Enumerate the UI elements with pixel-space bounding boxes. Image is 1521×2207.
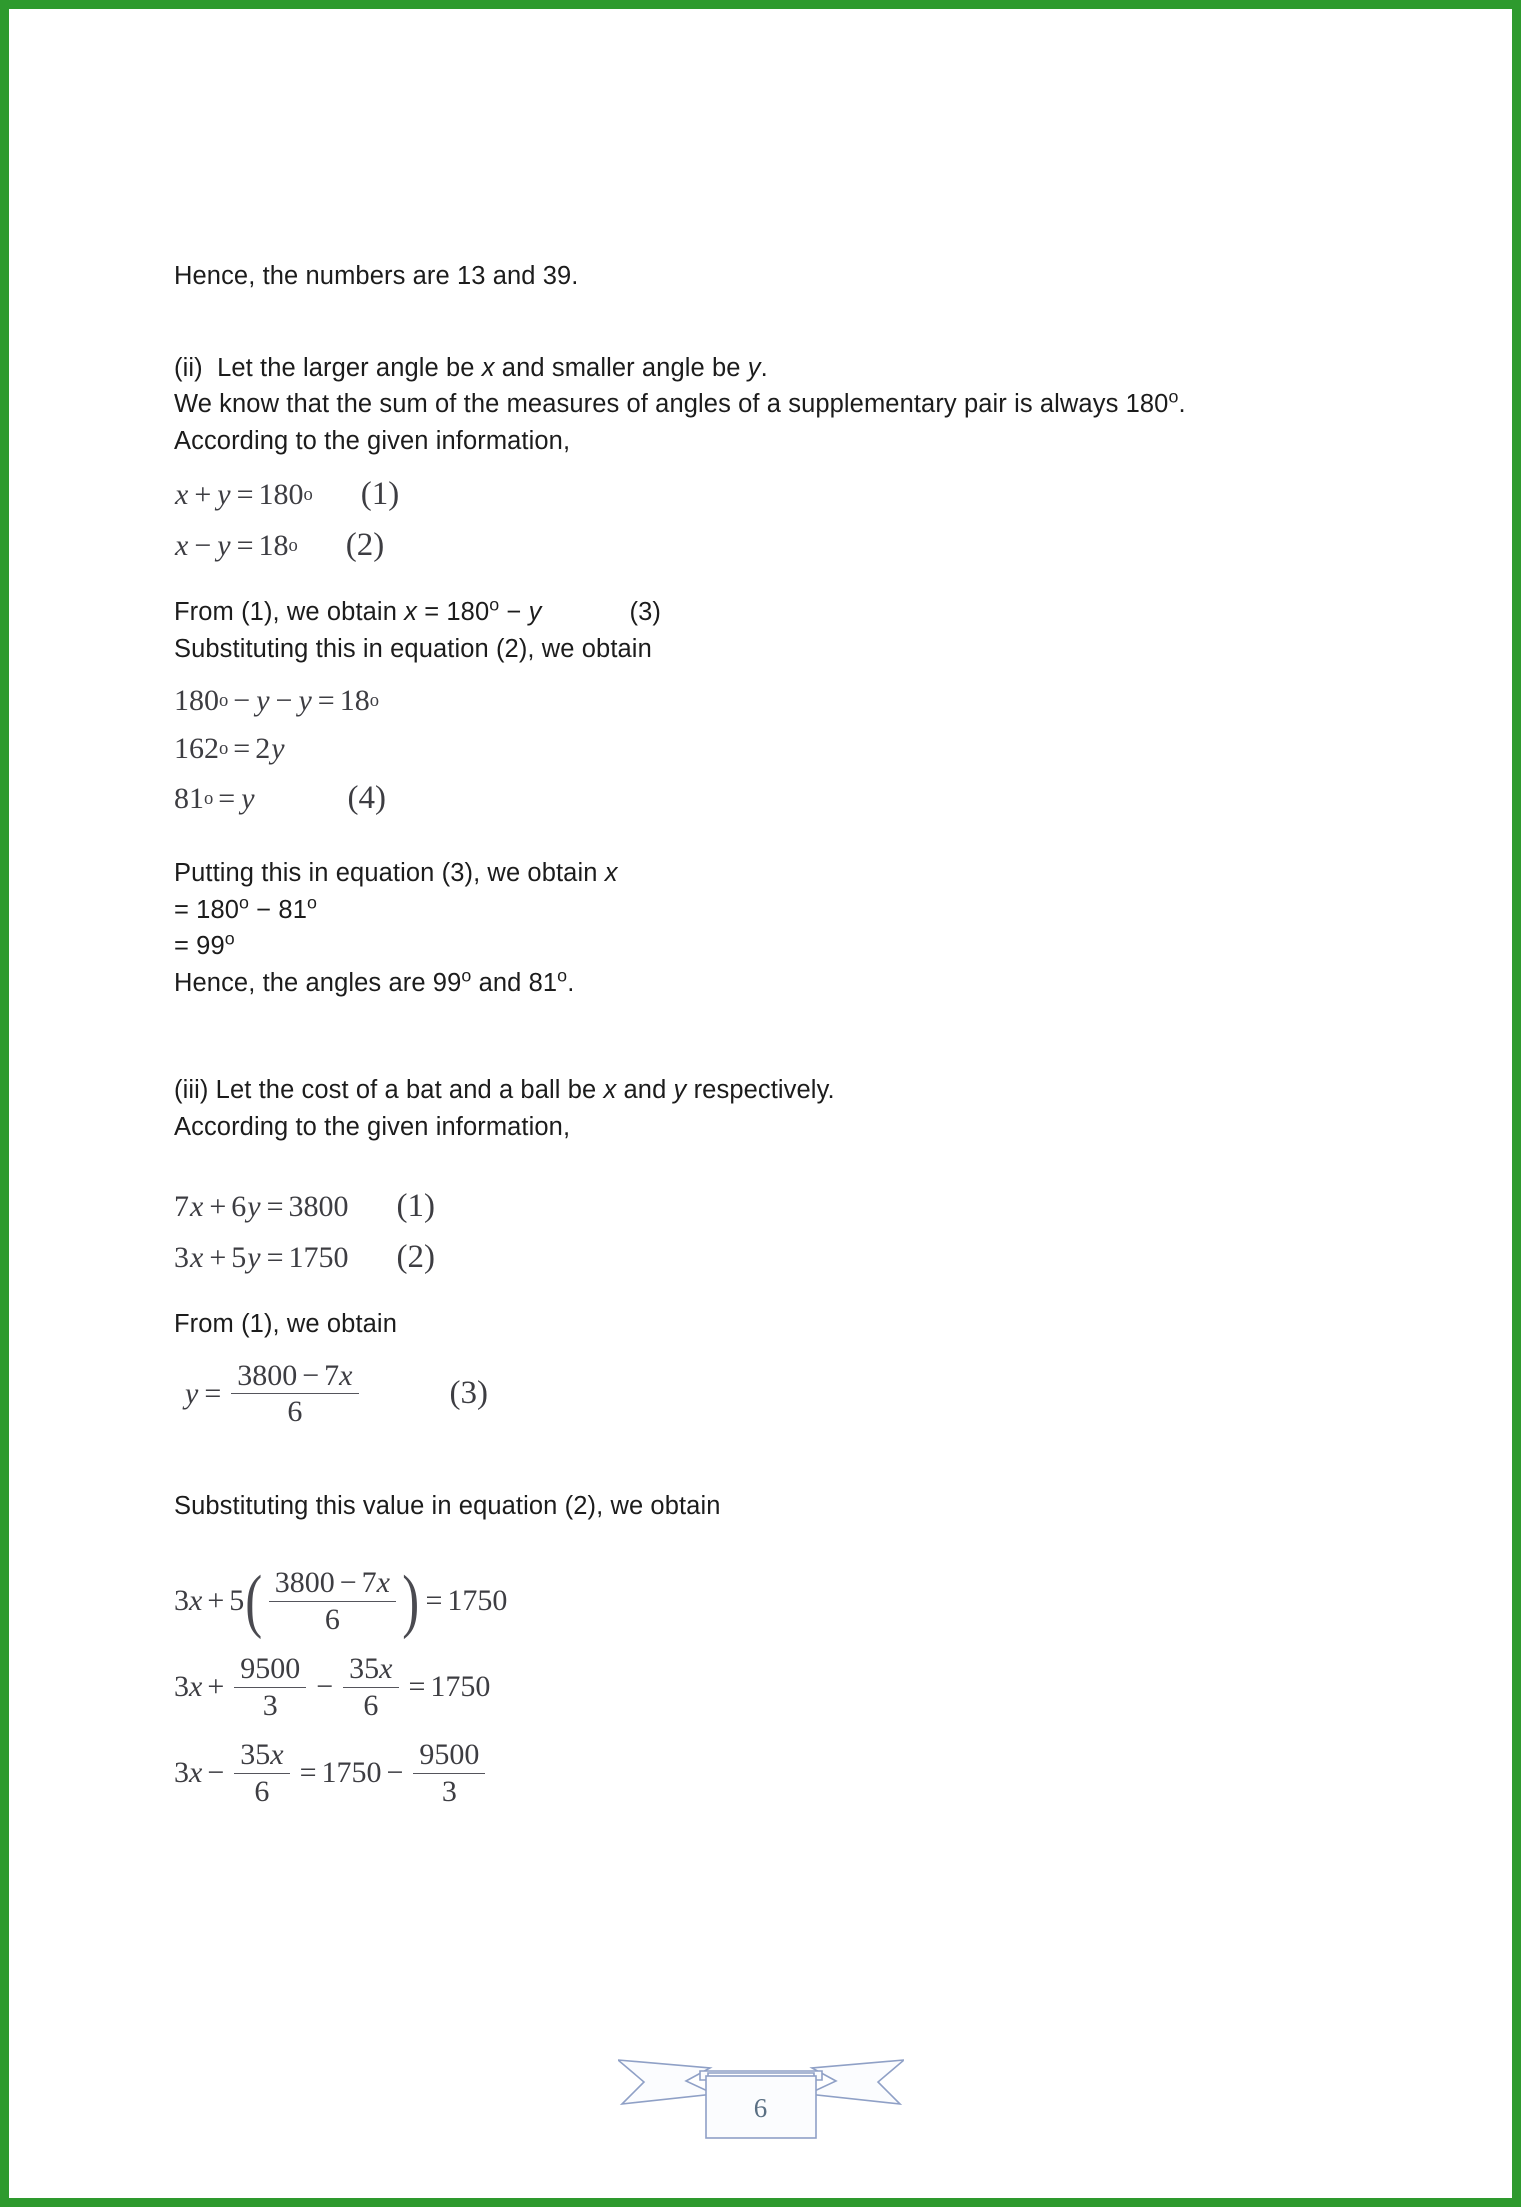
math-number: 7 [361,1566,377,1599]
math-number: 180 [258,477,304,511]
degree-symbol: o [307,892,318,912]
math-equals: = [299,1756,317,1789]
footer-ribbon [618,2047,904,2143]
text-fragment: and [616,1076,674,1104]
spacer [174,290,1364,356]
math-number: 3800 [288,1189,349,1223]
page-number: 6 [753,2093,768,2123]
fraction-denominator: 3 [413,1773,485,1808]
spacer [174,662,1364,684]
work-step-1-part-ii: 180 o − y − y = 18 o [174,684,380,717]
math-var: x [175,477,189,511]
equation-tag: (2) [345,527,385,563]
equation-tag: (1) [396,1188,435,1224]
math-operator: − [302,1358,320,1392]
text-fragment: = 99 [174,932,225,960]
math-number: 5 [229,1584,245,1617]
spacer [174,1140,1364,1188]
spacer [174,578,1364,600]
fraction-numerator: 9500 [419,1738,480,1771]
spacer [174,1519,1364,1567]
line-hence-numbers: Hence, the numbers are 13 and 39. [174,262,579,290]
math-var: y [247,1189,261,1223]
math-var: y [271,732,285,765]
math-equals: = [233,732,251,765]
math-number: 180 [174,684,219,717]
spacer [174,1290,1364,1312]
line-result-1-part-ii [174,892,1364,924]
spacer [174,454,1364,476]
math-equals: = [236,528,254,562]
math-operator: + [194,477,212,511]
fraction [234,1739,289,1807]
work-step-3-part-iii [174,1739,1364,1807]
line-according-to-info-ii: According to the given information, [174,426,571,455]
fraction-denominator: 6 [343,1687,398,1722]
math-equals: = [425,1584,443,1617]
spacer [174,923,1364,934]
line-hence-angles [174,965,1364,997]
math-var: y [241,781,255,815]
math-operator: − [275,684,293,717]
math-equals: = [218,781,236,815]
text-fragment: (ii) Let the larger angle be [174,353,482,382]
line-from-1-part-ii [174,594,1364,626]
left-paren: ( [245,1561,263,1640]
math-operator: − [339,1566,357,1599]
math-number: 81 [174,781,204,815]
degree-symbol: o [489,594,500,615]
math-var-y: y [747,353,761,382]
math-var-y: y [673,1076,687,1104]
text-fragment: − 81 [249,895,307,924]
text-fragment: = 180 [174,895,240,924]
math-number: 2 [255,732,271,765]
degree-symbol: o [1168,386,1179,407]
line-according-to-info-iii: According to the given information, [174,1112,571,1141]
equation-tag: (3) [449,1375,488,1411]
line-from-1-part-iii: From (1), we obtain [174,1310,397,1338]
fraction [231,1360,358,1428]
equation-tag: (2) [396,1239,435,1275]
math-number: 3 [174,1584,189,1617]
line-putting-part-ii [174,861,1364,887]
equation-3-part-iii [184,1360,1364,1428]
text-fragment: Putting this in equation (3), we obtain [174,859,605,887]
math-operator: + [209,1240,227,1274]
spacer [174,831,1364,861]
equation-1-part-iii [174,1188,1364,1225]
fraction [269,1567,396,1635]
math-var: x [339,1358,353,1392]
math-number: 3 [174,1240,189,1274]
fraction-denominator: 3 [234,1687,306,1722]
math-operator: + [209,1189,227,1223]
math-number: 3 [174,1756,189,1789]
text-fragment: respectively. [686,1076,835,1104]
math-number: 35 [349,1652,380,1685]
math-var: y [247,1240,261,1274]
work-step-2-part-iii [174,1653,1364,1721]
text-fragment: − [499,598,529,626]
math-var: y [185,1376,199,1410]
math-number: 1750 [447,1584,508,1617]
math-var: x [189,1670,203,1703]
fraction [343,1653,398,1721]
math-equals: = [266,1240,284,1274]
text-fragment: and 81 [471,968,558,997]
math-var: x [190,1189,204,1223]
math-equals: = [317,684,335,717]
math-number: 1750 [321,1756,382,1789]
math-operator: − [194,528,212,562]
line-supplementary-rule [174,386,1364,418]
math-operator: + [207,1584,225,1617]
line-part-iii-intro [174,1078,1364,1104]
text-fragment: . [1178,390,1186,418]
spacer [174,1428,1364,1494]
math-equals: = [204,1376,222,1410]
degree-symbol: o [461,965,472,985]
work-step-2-part-ii: 162 o = 2 y [174,732,285,765]
math-equals: = [266,1189,284,1223]
text-fragment: . [760,353,768,382]
math-number: 3 [174,1670,189,1703]
math-var: y [217,477,231,511]
math-number: 5 [231,1240,247,1274]
math-number: 18 [339,684,370,717]
math-number: 1750 [288,1240,349,1274]
degree-symbol: o [557,965,568,985]
right-paren: ) [402,1561,420,1640]
math-var-x: x [603,1076,617,1104]
math-number: 7 [324,1358,340,1392]
math-operator: + [207,1670,225,1703]
math-number: 1750 [430,1670,491,1703]
math-operator: − [386,1756,404,1789]
math-var: x [270,1738,284,1771]
equation-tag: (1) [360,476,400,512]
fraction-denominator: 6 [234,1773,289,1808]
text-fragment: Hence, the angles are 99 [174,968,462,997]
math-var: x [175,528,189,562]
math-var: x [190,1240,204,1274]
math-var: x [189,1584,203,1617]
fraction-numerator [231,1360,358,1394]
text-fragment: and smaller angle be [494,353,748,382]
math-number: 3800 [237,1358,298,1392]
math-operator: − [233,684,251,717]
math-var-x: x [604,859,618,887]
math-var: x [189,1756,203,1789]
math-operator: − [207,1756,225,1789]
line-result-2-part-ii [174,928,1364,960]
math-number: 18 [258,528,289,562]
work-step-3-part-ii: 81 o = y (4) [174,780,387,816]
math-var-x: x [404,598,418,626]
math-number: 7 [174,1189,189,1223]
fraction-numerator: 9500 [240,1652,301,1685]
fraction-numerator [343,1653,398,1687]
math-equals: = [236,477,254,511]
math-var: y [217,528,231,562]
equation-tag: (3) [629,598,661,626]
spacer [174,1338,1364,1360]
line-substituting-part-iii: Substituting this value in equation (2), we obtain [174,1491,721,1520]
equation-tag: (4) [347,780,387,816]
degree-symbol: o [239,892,250,912]
math-operator: − [316,1670,334,1703]
math-number: 35 [240,1738,271,1771]
math-var: x [376,1566,390,1599]
work-step-1-part-iii [174,1561,1364,1640]
math-number: 6 [231,1189,247,1223]
math-number: 3800 [274,1566,335,1599]
math-var-y: y [528,598,542,626]
fraction-denominator: 6 [231,1393,358,1428]
math-var: x [379,1652,393,1685]
document-content [174,264,1364,1807]
text-fragment: . [567,968,575,997]
spacer [174,887,1364,898]
math-var: y [256,684,270,717]
equation-2-part-ii: x − y = 18 o (2) [175,527,385,563]
equation-1-part-ii: x + y = 180 o (1) [175,476,400,512]
spacer [174,996,1364,1078]
line-substituting-part-ii: Substituting this in equation (2), we obtain [174,634,652,663]
fraction [234,1653,306,1721]
equation-2-part-iii [174,1239,1364,1276]
fraction-numerator [269,1567,396,1601]
text-fragment: (iii) Let the cost of a bat and a ball be [174,1076,604,1104]
text-fragment: We know that the sum of the measures of angles of a supplementary pair is always 180 [174,390,1169,418]
math-equals: = [408,1670,426,1703]
fraction-denominator: 6 [269,1601,396,1636]
page-sheet [9,9,1512,2198]
math-var: y [298,684,312,717]
math-number: 162 [174,732,219,765]
text-fragment: From (1), we obtain [174,598,405,626]
fraction [413,1739,485,1807]
math-var-x: x [481,353,495,382]
fraction-numerator [234,1739,289,1773]
line-part-ii-intro [174,353,1364,382]
text-fragment: = 180 [417,598,490,626]
degree-symbol: o [224,928,235,949]
